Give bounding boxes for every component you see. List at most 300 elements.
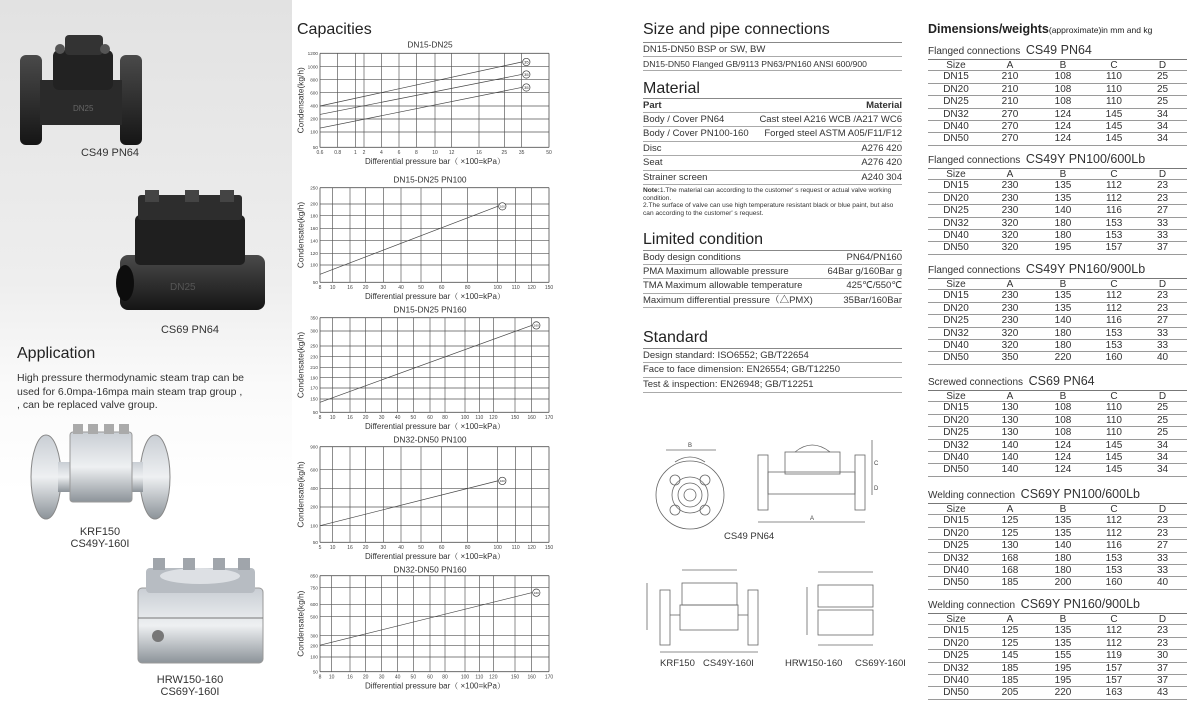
- chart-title: DN15-DN25 PN160: [393, 305, 467, 315]
- table-cell: 34: [1156, 120, 1169, 132]
- product-label: CS69 PN64: [160, 324, 220, 336]
- product-label: CS49 PN64: [80, 147, 140, 159]
- series-marker-label: 160: [533, 591, 539, 595]
- table-row: [928, 452, 1187, 464]
- capacities-title: Capacities: [297, 21, 372, 38]
- material-header: [643, 98, 902, 113]
- table-cell: DN20: [943, 414, 969, 426]
- y-tick-label: 50: [312, 540, 318, 545]
- table-cell: 210: [1001, 71, 1019, 83]
- table-cell: DN50: [943, 687, 969, 699]
- table-cell: 37: [1156, 242, 1169, 254]
- table-cell: 168: [1001, 552, 1019, 564]
- x-tick-label: 20: [362, 415, 369, 421]
- table-header: [928, 613, 1187, 625]
- cs69-photo: [110, 190, 275, 320]
- standard-title: Standard: [643, 329, 708, 346]
- y-tick-label: 900: [310, 444, 318, 450]
- table-cell: 124: [1054, 133, 1072, 145]
- table-cell: 230: [1001, 315, 1019, 327]
- table-cell: 110: [1106, 414, 1122, 426]
- table-cell: 157: [1105, 662, 1123, 674]
- x-tick-label: 150: [510, 415, 520, 421]
- table-cell: 110: [1106, 71, 1122, 83]
- series-line: [320, 481, 498, 526]
- table-cell: 195: [1054, 662, 1072, 674]
- x-tick-label: 170: [544, 674, 554, 681]
- column-header: A: [1006, 614, 1014, 625]
- x-tick-label: 16: [347, 545, 353, 551]
- dimension-table: [928, 261, 1187, 365]
- table-cell: DN32: [943, 662, 969, 674]
- material-note: [643, 187, 902, 217]
- table-row: [928, 565, 1187, 577]
- table-cell: 112: [1106, 625, 1122, 637]
- table-cell: 145: [1105, 108, 1123, 120]
- column-header: A: [1006, 60, 1014, 71]
- x-tick-label: 30: [378, 674, 385, 681]
- chart-title: DN32-DN50 PN100: [393, 435, 467, 445]
- table-row: [928, 230, 1187, 242]
- limited-row-label: TMA Maximum allowable temperature: [643, 280, 803, 291]
- y-tick-label: 50: [312, 145, 318, 150]
- table-cell: 130: [1001, 414, 1019, 426]
- limited-row-value: PN64/PN160: [846, 252, 902, 263]
- material-title: Material: [643, 80, 700, 97]
- y-tick-label: 180: [310, 213, 318, 219]
- table-cell: 110: [1106, 96, 1122, 108]
- table-row: [928, 415, 1187, 427]
- x-tick-label: 110: [475, 415, 484, 421]
- dimensions-subtitle: (approximate)in mm and kg: [1048, 25, 1153, 35]
- table-cell: DN32: [943, 108, 969, 120]
- series-marker-label: 35: [524, 59, 529, 65]
- table-cell: 125: [1001, 515, 1019, 527]
- table-cell: 124: [1054, 451, 1072, 463]
- x-tick-label: 60: [438, 545, 445, 551]
- table-cell: DN50: [943, 133, 969, 145]
- y-axis-label: Condensate(kg/h): [295, 331, 306, 399]
- table-cell: DN32: [943, 217, 969, 229]
- table-cell: 195: [1054, 242, 1072, 254]
- y-tick-label: 300: [310, 328, 318, 334]
- table-cell: DN40: [943, 674, 969, 686]
- table-cell: 27: [1156, 315, 1169, 327]
- table-cell: DN15: [943, 515, 969, 527]
- column-header: C: [1110, 169, 1118, 180]
- table-cell: 140: [1054, 205, 1072, 217]
- capacity-chart: [295, 565, 565, 695]
- table-cell: 230: [1001, 180, 1019, 192]
- chart-title: DN15-DN25: [407, 40, 453, 50]
- x-tick-label: 40: [394, 415, 401, 421]
- y-tick-label: 100: [310, 523, 318, 529]
- table-cell: 157: [1105, 674, 1123, 686]
- capacity-chart: [295, 40, 565, 180]
- table-cell: 220: [1054, 352, 1072, 364]
- drawing-label-cs69y: CS69Y-160I: [855, 658, 906, 669]
- table-cell: DN15: [943, 625, 969, 637]
- x-tick-label: 160: [527, 674, 536, 681]
- table-cell: 34: [1156, 133, 1169, 145]
- x-tick-label: 40: [394, 674, 401, 681]
- table-cell: 180: [1054, 217, 1072, 229]
- table-cell: DN32: [943, 552, 969, 564]
- x-tick-label: 110: [475, 674, 484, 681]
- x-tick-label: 8: [318, 285, 322, 291]
- table-cell: 33: [1156, 564, 1169, 576]
- table-cell: 230: [1001, 290, 1019, 302]
- table-row: [928, 315, 1187, 327]
- table-cell: 43: [1156, 687, 1169, 699]
- table-cell: DN40: [943, 339, 969, 351]
- y-tick-label: 100: [310, 262, 318, 268]
- note-label: Note:: [643, 187, 660, 194]
- table-row: [928, 528, 1187, 540]
- x-tick-label: 60: [438, 285, 445, 291]
- limited-row-value: 35Bar/160Bar: [843, 294, 902, 306]
- table-row: [928, 328, 1187, 340]
- y-tick-label: 750: [310, 585, 318, 591]
- y-tick-label: 200: [310, 116, 318, 122]
- table-cell: 124: [1054, 120, 1072, 132]
- y-tick-label: 50: [312, 410, 318, 415]
- column-header: Size: [946, 614, 966, 625]
- x-tick-label: 170: [544, 415, 554, 421]
- limited-row: [643, 265, 902, 280]
- table-row: [928, 650, 1187, 662]
- table-subtitle: [928, 151, 1187, 168]
- column-header: C: [1110, 504, 1118, 515]
- drawing-label-cs49y: CS49Y-160I: [703, 658, 754, 669]
- table-row: [928, 180, 1187, 192]
- x-tick-label: 100: [493, 545, 502, 551]
- column-header: Size: [946, 504, 966, 515]
- y-tick-label: 200: [310, 201, 318, 207]
- table-cell: 116: [1106, 315, 1122, 327]
- table-cell: DN32: [943, 327, 969, 339]
- table-cell: DN50: [943, 242, 969, 254]
- y-tick-label: 800: [310, 77, 318, 83]
- table-cell: 40: [1156, 352, 1169, 364]
- table-header: [928, 168, 1187, 180]
- dim-label-b: B: [688, 443, 693, 449]
- material-row: [643, 142, 902, 157]
- x-tick-label: 10: [328, 674, 335, 681]
- table-cell: 230: [1001, 205, 1019, 217]
- table-cell: 230: [1001, 302, 1019, 314]
- dimension-table: [928, 42, 1187, 146]
- column-header: D: [1158, 60, 1167, 71]
- application-line: , can be replaced valve group.: [17, 399, 158, 411]
- table-cell: 33: [1156, 552, 1169, 564]
- table-cell: 23: [1156, 625, 1169, 637]
- table-cell: DN50: [943, 577, 969, 589]
- x-tick-label: 25: [501, 150, 508, 156]
- y-tick-label: 100: [310, 129, 318, 135]
- svg-text:DN25: DN25: [73, 104, 94, 113]
- table-cell: 160: [1105, 577, 1123, 589]
- series-line: [320, 62, 522, 106]
- table-cell: 230: [1001, 192, 1019, 204]
- table-cell: 112: [1106, 290, 1122, 302]
- table-cell: 108: [1054, 414, 1072, 426]
- table-cell: DN25: [943, 540, 969, 552]
- table-cell: 34: [1156, 464, 1169, 476]
- x-tick-label: 16: [347, 285, 353, 291]
- column-header: Size: [946, 169, 966, 180]
- product-label-2: CS69Y-160I: [160, 686, 220, 698]
- table-cell: 37: [1156, 662, 1169, 674]
- table-cell: 320: [1001, 242, 1019, 254]
- table-cell: 23: [1156, 180, 1169, 192]
- table-subtitle: [928, 486, 1187, 503]
- y-tick-label: 190: [310, 375, 318, 381]
- y-tick-label: 160: [310, 226, 318, 231]
- table-cell: 145: [1105, 451, 1123, 463]
- connection-type: Flanged connections: [928, 265, 1021, 276]
- y-tick-label: 200: [310, 504, 318, 510]
- x-tick-label: 60: [427, 674, 433, 681]
- model-name: CS49Y PN100/600Lb: [1025, 152, 1146, 166]
- column-header: D: [1158, 391, 1167, 402]
- table-cell: 125: [1001, 637, 1019, 649]
- product-label: HRW150-160: [156, 674, 224, 686]
- x-tick-label: 80: [442, 674, 448, 681]
- y-tick-label: 600: [310, 90, 318, 96]
- x-tick-label: 16: [347, 415, 353, 421]
- connection-type: Welding connection: [928, 490, 1016, 501]
- table-cell: DN15: [943, 180, 969, 192]
- series-marker-label: 160: [533, 323, 539, 328]
- limited-title: Limited condition: [643, 231, 764, 248]
- cs49-side-view-drawing: [758, 440, 872, 522]
- table-cell: 37: [1156, 674, 1169, 686]
- chart-title: DN15-DN25 PN100: [393, 175, 467, 185]
- product-label: KRF150: [79, 526, 121, 538]
- table-row: [928, 540, 1187, 552]
- x-tick-label: 150: [510, 674, 520, 681]
- table-cell: DN40: [943, 451, 969, 463]
- capacity-chart: [295, 175, 565, 305]
- x-axis-label: Differential pressure bar（ ×100=kPa）: [365, 422, 505, 431]
- table-cell: 25: [1156, 83, 1169, 95]
- dim-label-a: A: [810, 516, 815, 522]
- table-cell: 180: [1054, 327, 1072, 339]
- y-tick-label: 250: [310, 343, 318, 349]
- y-tick-label: 120: [310, 251, 318, 256]
- limited-row-value: 64Bar g/160Bar g: [827, 265, 902, 277]
- table-cell: 157: [1105, 242, 1123, 254]
- y-tick-label: 140: [310, 238, 318, 244]
- table-cell: 40: [1156, 577, 1169, 589]
- size-pipe-text: DN15-DN50 Flanged GB/9113 PN63/PN160 ANSI 600/900: [643, 58, 867, 69]
- x-tick-label: 10: [329, 285, 336, 291]
- table-cell: 140: [1054, 315, 1072, 327]
- dim-label-c: C: [874, 461, 879, 467]
- table-row: [928, 290, 1187, 302]
- dimension-table: [928, 486, 1187, 590]
- table-row: [928, 71, 1187, 83]
- table-cell: 270: [1001, 120, 1019, 132]
- table-cell: 200: [1054, 577, 1072, 589]
- table-cell: 125: [1001, 527, 1019, 539]
- table-cell: DN40: [943, 564, 969, 576]
- dimensions-title-text: Dimensions/weights: [928, 22, 1049, 36]
- capacity-chart: [295, 435, 565, 565]
- table-cell: 153: [1105, 229, 1123, 241]
- table-cell: 25: [1156, 96, 1169, 108]
- x-tick-label: 150: [544, 285, 554, 291]
- x-tick-label: 30: [378, 415, 385, 421]
- y-tick-label: 1000: [307, 64, 318, 70]
- table-row: [928, 303, 1187, 315]
- table-row: [928, 84, 1187, 96]
- table-row: [928, 340, 1187, 352]
- connection-type: Flanged connections: [928, 155, 1021, 166]
- x-tick-label: 100: [460, 674, 470, 681]
- material-row-label: Seat: [643, 157, 663, 168]
- table-cell: 153: [1105, 552, 1123, 564]
- table-cell: 108: [1054, 83, 1072, 95]
- series-marker-label: 100: [499, 479, 505, 484]
- table-cell: 210: [1001, 96, 1019, 108]
- krf150-drawing: [647, 570, 758, 652]
- krf150-photo: [28, 422, 173, 522]
- size-pipe-row: [643, 42, 902, 57]
- table-cell: 108: [1054, 96, 1072, 108]
- table-cell: 195: [1054, 674, 1072, 686]
- table-cell: 135: [1054, 637, 1072, 649]
- table-cell: 153: [1105, 339, 1123, 351]
- y-axis-label: Condensate(kg/h): [295, 461, 306, 528]
- table-cell: 125: [1001, 625, 1019, 637]
- x-tick-label: 50: [410, 674, 417, 681]
- y-tick-label: 850: [310, 573, 318, 579]
- y-tick-label: 250: [310, 185, 318, 191]
- table-cell: DN15: [943, 71, 969, 83]
- table-row: [928, 205, 1187, 217]
- column-header: D: [1158, 169, 1167, 180]
- x-tick-label: 16: [347, 674, 353, 681]
- table-row: [928, 352, 1187, 364]
- column-header: A: [1006, 504, 1014, 515]
- table-cell: 185: [1001, 662, 1019, 674]
- table-cell: DN32: [943, 439, 969, 451]
- y-tick-label: 600: [310, 467, 318, 473]
- table-cell: 135: [1054, 515, 1072, 527]
- standard-row-label: Test & inspection: EN26948; GB/T12251: [643, 379, 814, 390]
- cs49-photo: [15, 25, 150, 150]
- x-tick-label: 30: [380, 545, 387, 551]
- dimension-table: [928, 596, 1187, 700]
- x-tick-label: 120: [489, 674, 498, 681]
- column-header: C: [1110, 279, 1118, 290]
- y-tick-label: 170: [310, 385, 318, 391]
- standard-row: [643, 348, 902, 363]
- table-cell: 110: [1106, 427, 1122, 439]
- table-cell: DN40: [943, 120, 969, 132]
- column-header: Size: [946, 60, 966, 71]
- table-cell: DN20: [943, 527, 969, 539]
- x-tick-label: 16: [476, 150, 482, 156]
- dimensions-title: [928, 22, 1152, 36]
- technical-drawings: [640, 430, 920, 680]
- table-cell: DN50: [943, 352, 969, 364]
- table-cell: 112: [1106, 527, 1122, 539]
- table-cell: 23: [1156, 515, 1169, 527]
- x-tick-label: 120: [527, 285, 536, 291]
- x-axis-label: Differential pressure bar（ ×100=kPa）: [365, 292, 505, 301]
- size-pipe-title: Size and pipe connections: [643, 21, 830, 38]
- table-cell: 135: [1054, 302, 1072, 314]
- table-subtitle: [928, 373, 1187, 390]
- x-tick-label: 150: [544, 545, 554, 551]
- column-header: B: [1059, 504, 1067, 515]
- material-row-value: Cast steel A216 WCB /A217 WC6: [759, 113, 902, 125]
- x-tick-label: 100: [493, 285, 502, 291]
- table-cell: DN50: [943, 464, 969, 476]
- table-cell: 124: [1054, 108, 1072, 120]
- table-cell: 163: [1105, 687, 1123, 699]
- x-tick-label: 40: [398, 545, 404, 551]
- y-axis-label: Condensate(kg/h): [295, 590, 306, 657]
- table-row: [928, 577, 1187, 589]
- table-cell: 34: [1156, 108, 1169, 120]
- table-cell: 110: [1106, 402, 1122, 414]
- table-cell: DN20: [943, 302, 969, 314]
- x-tick-label: 60: [427, 415, 433, 421]
- column-header: C: [1110, 614, 1118, 625]
- table-row: [928, 440, 1187, 452]
- table-cell: 185: [1001, 577, 1019, 589]
- table-cell: 33: [1156, 327, 1169, 339]
- material-row-value: A276 420: [861, 157, 902, 168]
- column-header: C: [1110, 60, 1118, 71]
- table-cell: 270: [1001, 108, 1019, 120]
- x-axis-label: Differential pressure bar（ ×100=kPa）: [365, 552, 505, 561]
- connection-type: Flanged connections: [928, 46, 1021, 57]
- column-header: A: [1006, 391, 1014, 402]
- series-marker-label: 35: [524, 71, 529, 77]
- table-row: [928, 427, 1187, 439]
- table-cell: 153: [1105, 327, 1123, 339]
- column-header: A: [1006, 169, 1014, 180]
- table-cell: DN25: [943, 315, 969, 327]
- table-row: [928, 109, 1187, 121]
- material-row: [643, 171, 902, 186]
- table-cell: 140: [1001, 451, 1019, 463]
- material-row: [643, 113, 902, 128]
- column-header: Size: [946, 391, 966, 402]
- table-row: [928, 515, 1187, 527]
- table-cell: 130: [1001, 427, 1019, 439]
- table-cell: 153: [1105, 217, 1123, 229]
- limited-row-label: PMA Maximum allowable pressure: [643, 265, 789, 277]
- table-cell: 119: [1106, 650, 1122, 662]
- table-row: [928, 402, 1187, 414]
- part-header: Part: [643, 100, 662, 111]
- x-tick-label: 40: [398, 285, 404, 291]
- table-cell: 145: [1105, 439, 1123, 451]
- table-cell: 135: [1054, 180, 1072, 192]
- x-tick-label: 8: [318, 674, 322, 681]
- material-row-label: Body / Cover PN100-160: [643, 128, 749, 139]
- x-tick-label: 8: [318, 415, 322, 421]
- application-line: High pressure thermodynamic steam trap can be: [17, 372, 245, 384]
- series-line: [320, 593, 532, 646]
- table-subtitle: [928, 596, 1187, 613]
